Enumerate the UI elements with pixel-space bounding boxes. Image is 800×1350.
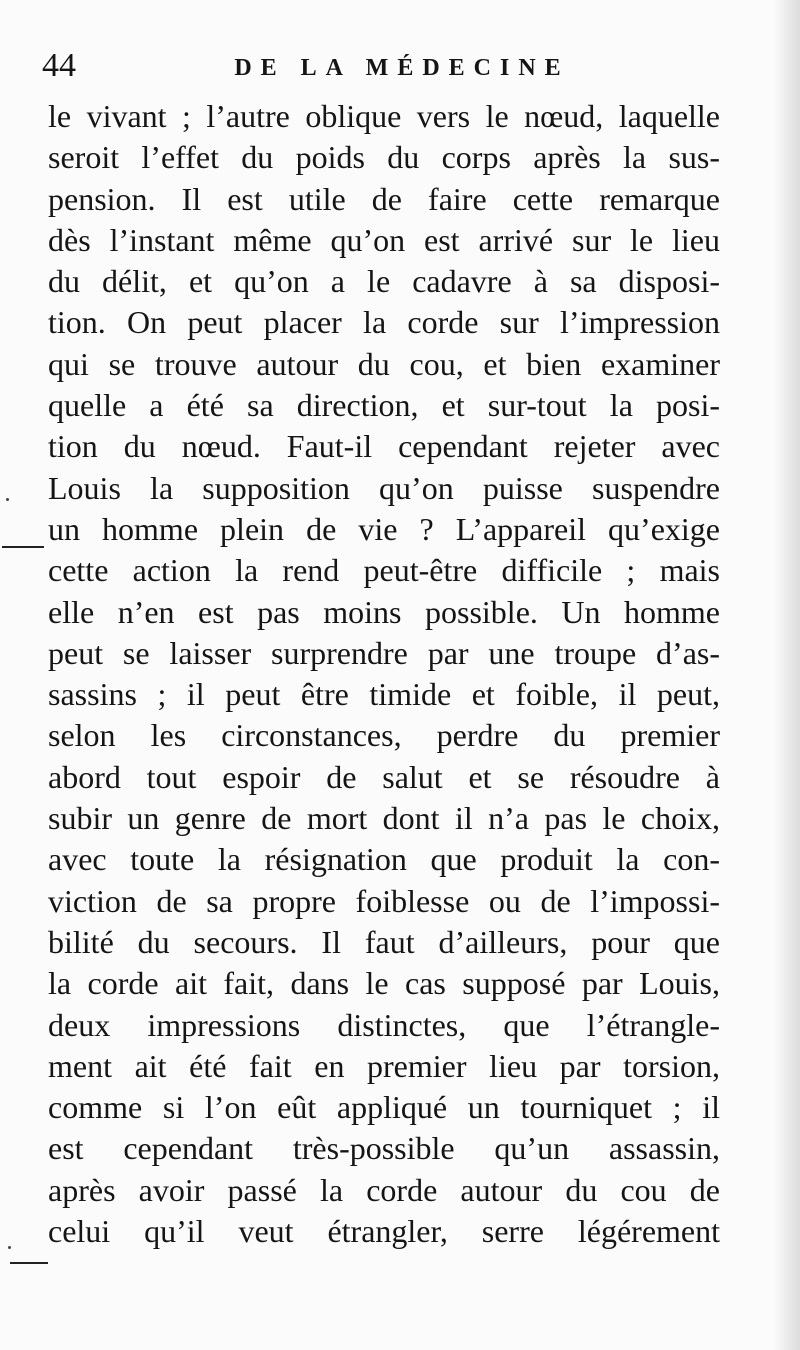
text-line: peut se laisser surprendre par une troupe d’as- (48, 634, 720, 671)
text-line: un homme plein de vie ? L’appareil qu’exige (48, 510, 720, 547)
text-line: abord tout espoir de salut et se résoudre à (48, 758, 720, 795)
text-line: tion. On peut placer la corde sur l’impression (48, 304, 720, 341)
text-line: la corde ait fait, dans le cas supposé par Louis, (48, 965, 720, 1002)
margin-speck (6, 498, 9, 501)
text-line: pension. Il est utile de faire cette remarque (48, 180, 720, 217)
margin-pencil-mark (10, 1262, 48, 1264)
text-line: tion du nœud. Faut-il cependant rejeter avec (48, 428, 720, 465)
margin-speck (8, 1246, 11, 1249)
text-line: viction de sa propre foiblesse ou de l’impossi- (48, 882, 720, 919)
text-line: subir un genre de mort dont il n’a pas le choix, (48, 800, 720, 837)
text-line: est cependant très-possible qu’un assassin, (48, 1130, 720, 1167)
text-line: comme si l’on eût appliqué un tourniquet ; il (48, 1089, 720, 1126)
running-head: DE LA MÉDECINE (234, 55, 570, 81)
text-line: cette action la rend peut-être difficile ; mais (48, 552, 720, 589)
text-line: le vivant ; l’autre oblique vers le nœud, laquelle (48, 98, 720, 134)
text-line: quelle a été sa direction, et sur-tout la posi- (48, 387, 720, 424)
text-line: sassins ; il peut être timide et foible, il peut, (48, 676, 720, 713)
text-line: Louis la supposition qu’on puisse suspendre (48, 469, 720, 506)
text-line: deux impressions distinctes, que l’étrangle- (48, 1006, 720, 1043)
text-line: celui qu’il veut étrangler, serre légérement (48, 1213, 720, 1250)
page-header (42, 44, 762, 88)
text-line: avec toute la résignation que produit la con- (48, 841, 720, 878)
text-line: qui se trouve autour du cou, et bien examiner (48, 345, 720, 382)
text-line: dès l’instant même qu’on est arrivé sur le lieu (48, 221, 720, 258)
text-line: du délit, et qu’on a le cadavre à sa disposi- (48, 263, 720, 300)
text-line: après avoir passé la corde autour du cou de (48, 1171, 720, 1208)
margin-pencil-mark (2, 546, 44, 548)
body-text (48, 96, 720, 1252)
text-line: elle n’en est pas moins possible. Un homme (48, 593, 720, 630)
text-line: selon les circonstances, perdre du premier (48, 717, 720, 754)
page-number: 44 (42, 47, 76, 84)
page-edge-shadow (774, 0, 800, 1350)
text-line: ment ait été fait en premier lieu par torsion, (48, 1047, 720, 1084)
text-line: bilité du secours. Il faut d’ailleurs, pour que (48, 923, 720, 960)
text-line: seroit l’effet du poids du corps après la sus- (48, 139, 720, 176)
